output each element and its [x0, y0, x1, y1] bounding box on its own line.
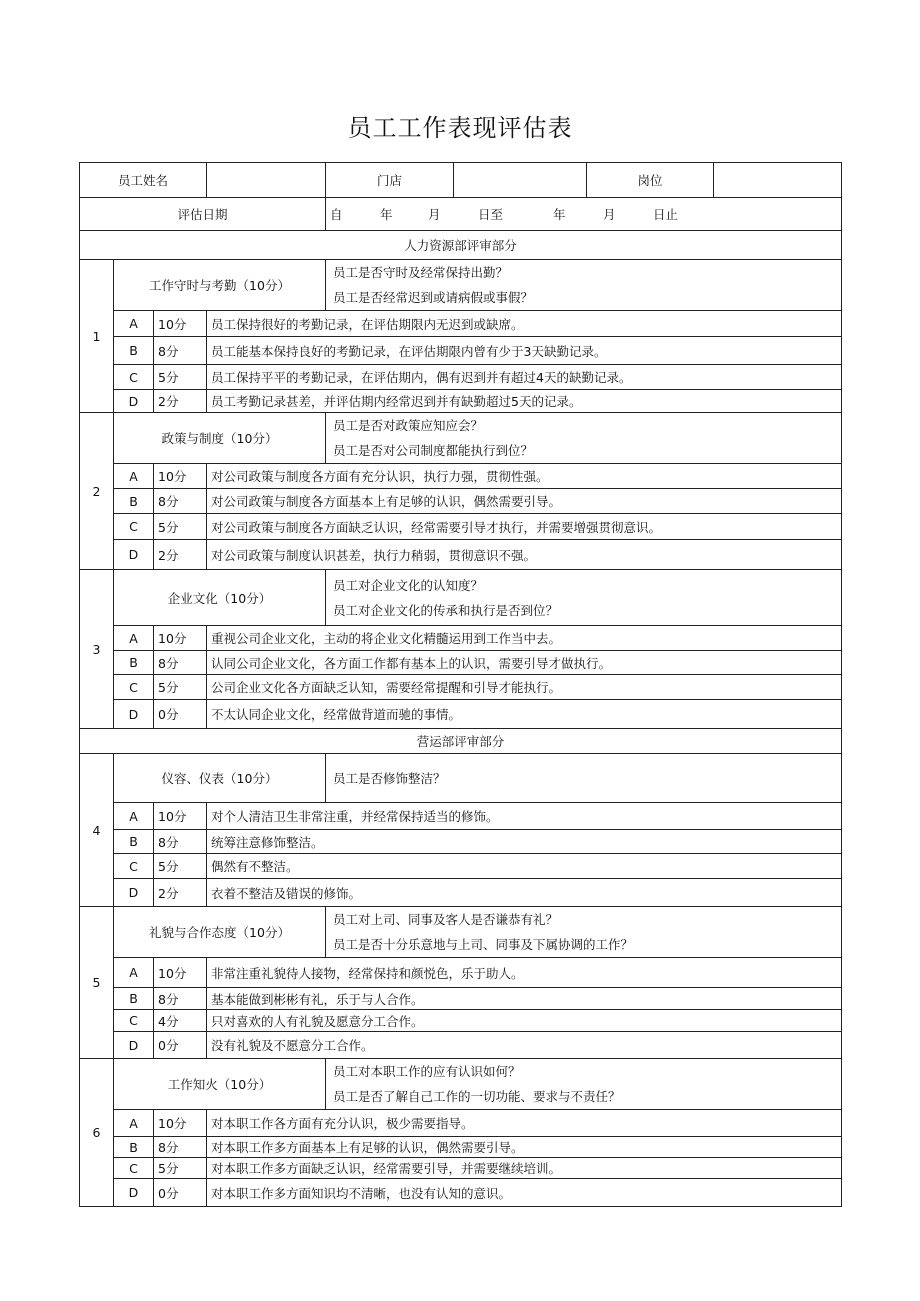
- evaluation-date-field[interactable]: [326, 198, 842, 231]
- option-score: 10分: [154, 626, 207, 651]
- option-row[interactable]: [80, 540, 842, 570]
- option-description: 对公司政策与制度各方面缺乏认识，经常需要引导才执行，并需要增强贯彻意识。: [207, 514, 842, 540]
- option-grade: A: [114, 464, 154, 489]
- option-grade: C: [114, 675, 154, 700]
- option-description: 对本职工作多方面缺乏认识，经常需要引导，并需要继续培训。: [207, 1158, 842, 1179]
- criterion-title: 政策与制度（10分）: [114, 413, 326, 464]
- question-text: 员工对本职工作的应有认识如何？: [333, 1064, 521, 1079]
- question-text: 员工对企业文化的传承和执行是否到位？: [333, 602, 559, 618]
- option-score: 8分: [154, 988, 207, 1010]
- option-score: 5分: [154, 1158, 207, 1179]
- option-row[interactable]: [80, 854, 842, 879]
- option-row[interactable]: [80, 803, 842, 830]
- question-text: 员工是否经常迟到或请病假或事假？: [333, 290, 534, 305]
- employee-name-label: 员工姓名: [80, 163, 207, 198]
- option-grade: A: [114, 626, 154, 651]
- option-grade: B: [114, 489, 154, 514]
- position-label: 岗位: [587, 163, 714, 198]
- option-grade: D: [114, 1032, 154, 1059]
- option-score: 8分: [154, 651, 207, 675]
- option-description: 没有礼貌及不愿意分工合作。: [207, 1032, 842, 1059]
- date-part-from: 自: [330, 207, 343, 222]
- option-grade: B: [114, 651, 154, 675]
- option-row[interactable]: [80, 1010, 842, 1032]
- section-hr-heading: 人力资源部评审部分: [80, 231, 842, 260]
- question-text: 员工是否了解自己工作的一切功能、要求与不责任？: [333, 1089, 621, 1104]
- section-ops-heading: 营运部评审部分: [80, 729, 842, 754]
- option-row[interactable]: [80, 514, 842, 540]
- option-description: 认同公司企业文化，各方面工作都有基本上的认识，需要引导才做执行。: [207, 651, 842, 675]
- option-score: 10分: [154, 803, 207, 830]
- option-description: 对公司政策与制度各方面基本上有足够的认识，偶然需要引导。: [207, 489, 842, 514]
- option-row[interactable]: [80, 675, 842, 700]
- option-grade: C: [114, 365, 154, 390]
- option-description: 员工考勤记录甚差，并评估期内经常迟到并有缺勤超过5天的记录。: [207, 390, 842, 413]
- option-row[interactable]: [80, 1137, 842, 1158]
- option-description: 非常注重礼貌待人接物，经常保持和颜悦色，乐于助人。: [207, 958, 842, 988]
- option-score: 4分: [154, 1010, 207, 1032]
- option-description: 对本职工作各方面有充分认识，极少需要指导。: [207, 1110, 842, 1137]
- option-grade: B: [114, 830, 154, 854]
- option-description: 员工保持平平的考勤记录，在评估期内，偶有迟到并有超过4天的缺勤记录。: [207, 365, 842, 390]
- store-label: 门店: [326, 163, 454, 198]
- option-grade: A: [114, 958, 154, 988]
- option-row[interactable]: [80, 626, 842, 651]
- date-part-year: 年: [380, 207, 393, 222]
- option-row[interactable]: [80, 1158, 842, 1179]
- option-row[interactable]: [80, 464, 842, 489]
- option-grade: D: [114, 1179, 154, 1207]
- date-part-month: 月: [428, 207, 441, 222]
- option-grade: D: [114, 540, 154, 570]
- option-score: 8分: [154, 830, 207, 854]
- page-title: 员工工作表现评估表: [347, 114, 573, 142]
- criterion-questions: [326, 260, 842, 311]
- item-number: 3: [80, 570, 114, 729]
- option-description: 公司企业文化各方面缺乏认知，需要经常提醒和引导才能执行。: [207, 675, 842, 700]
- option-grade: A: [114, 311, 154, 337]
- criterion-row: [80, 907, 842, 958]
- option-score: 0分: [154, 700, 207, 729]
- option-row[interactable]: [80, 365, 842, 390]
- option-description: 对本职工作多方面基本上有足够的认识，偶然需要引导。: [207, 1137, 842, 1158]
- option-grade: D: [114, 700, 154, 729]
- option-grade: C: [114, 1010, 154, 1032]
- question-text: 员工是否修饰整洁？: [333, 770, 446, 786]
- option-score: 2分: [154, 879, 207, 907]
- option-grade: B: [114, 337, 154, 365]
- criterion-row: [80, 754, 842, 803]
- item-number: 1: [80, 260, 114, 413]
- option-score: 8分: [154, 489, 207, 514]
- option-score: 8分: [154, 1137, 207, 1158]
- date-part-month-2: 月: [603, 207, 616, 222]
- option-description: 员工能基本保持良好的考勤记录，在评估期限内曾有少于3天缺勤记录。: [207, 337, 842, 365]
- option-grade: B: [114, 1137, 154, 1158]
- employee-name-field[interactable]: [207, 163, 326, 198]
- option-score: 8分: [154, 337, 207, 365]
- option-description: 对公司政策与制度各方面有充分认识，执行力强，贯彻性强。: [207, 464, 842, 489]
- option-description: 对公司政策与制度认识甚差，执行力稍弱，贯彻意识不强。: [207, 540, 842, 570]
- option-row[interactable]: [80, 830, 842, 854]
- date-part-day-end: 日止: [653, 207, 679, 222]
- option-description: 偶然有不整洁。: [207, 854, 842, 879]
- question-text: 员工是否对公司制度都能执行到位？: [333, 443, 534, 458]
- option-row[interactable]: [80, 879, 842, 907]
- option-description: 基本能做到彬彬有礼，乐于与人合作。: [207, 988, 842, 1010]
- option-score: 5分: [154, 675, 207, 700]
- option-row[interactable]: [80, 1032, 842, 1059]
- criterion-row: [80, 413, 842, 464]
- option-score: 10分: [154, 958, 207, 988]
- option-row[interactable]: [80, 489, 842, 514]
- criterion-row: [80, 260, 842, 311]
- option-score: 0分: [154, 1032, 207, 1059]
- criterion-questions: [326, 570, 842, 626]
- option-grade: A: [114, 1110, 154, 1137]
- option-row[interactable]: [80, 1179, 842, 1207]
- criterion-questions: [326, 1059, 842, 1110]
- option-row[interactable]: [80, 1110, 842, 1137]
- item-number: 6: [80, 1059, 114, 1207]
- option-description: 衣着不整洁及错误的修饰。: [207, 879, 842, 907]
- option-grade: C: [114, 854, 154, 879]
- option-description: 不太认同企业文化，经常做背道而驰的事情。: [207, 700, 842, 729]
- option-description: 对个人清洁卫生非常注重，并经常保持适当的修饰。: [207, 803, 842, 830]
- item-number: 2: [80, 413, 114, 570]
- option-grade: D: [114, 879, 154, 907]
- date-part-year-2: 年: [553, 207, 566, 222]
- option-description: 统筹注意修饰整洁。: [207, 830, 842, 854]
- evaluation-table: [79, 162, 842, 1207]
- option-score: 2分: [154, 390, 207, 413]
- criterion-row: [80, 570, 842, 626]
- option-row[interactable]: [80, 988, 842, 1010]
- criterion-title: 工作知火（10分）: [114, 1059, 326, 1110]
- option-description: 对本职工作多方面知识均不清晰，也没有认知的意识。: [207, 1179, 842, 1207]
- item-number: 4: [80, 754, 114, 907]
- option-description: 员工保持很好的考勤记录，在评估期限内无迟到或缺席。: [207, 311, 842, 337]
- option-score: 2分: [154, 540, 207, 570]
- criterion-title: 仪容、仪表（10分）: [114, 754, 326, 803]
- option-description: 重视公司企业文化，主动的将企业文化精髓运用到工作当中去。: [207, 626, 842, 651]
- criterion-row: [80, 1059, 842, 1110]
- option-score: 0分: [154, 1179, 207, 1207]
- date-part-day-to: 日至: [478, 207, 504, 222]
- option-row[interactable]: [80, 958, 842, 988]
- option-row[interactable]: [80, 311, 842, 337]
- option-score: 10分: [154, 311, 207, 337]
- criterion-title: 企业文化（10分）: [114, 570, 326, 626]
- item-number: 5: [80, 907, 114, 1059]
- option-grade: C: [114, 1158, 154, 1179]
- option-score: 5分: [154, 365, 207, 390]
- question-text: 员工是否对政策应知应会？: [333, 418, 484, 433]
- criterion-questions: [326, 907, 842, 958]
- option-row[interactable]: [80, 700, 842, 729]
- option-row[interactable]: [80, 390, 842, 413]
- store-field[interactable]: [454, 163, 587, 198]
- criterion-questions: [326, 413, 842, 464]
- question-text: 员工是否十分乐意地与上司、同事及下属协调的工作？: [333, 937, 634, 952]
- option-row[interactable]: [80, 337, 842, 365]
- option-description: 只对喜欢的人有礼貌及愿意分工合作。: [207, 1010, 842, 1032]
- criterion-title: 礼貌与合作态度（10分）: [114, 907, 326, 958]
- question-text: 员工对企业文化的认知度？: [333, 577, 484, 593]
- criterion-title: 工作守时与考勤（10分）: [114, 260, 326, 311]
- evaluation-date-label: 评估日期: [80, 198, 326, 231]
- option-grade: D: [114, 390, 154, 413]
- option-score: 5分: [154, 514, 207, 540]
- question-text: 员工是否守时及经常保持出勤？: [333, 265, 509, 280]
- option-score: 10分: [154, 464, 207, 489]
- option-row[interactable]: [80, 651, 842, 675]
- option-grade: B: [114, 988, 154, 1010]
- option-score: 5分: [154, 854, 207, 879]
- option-score: 10分: [154, 1110, 207, 1137]
- question-text: 员工对上司、同事及客人是否谦恭有礼？: [333, 912, 559, 927]
- option-grade: C: [114, 514, 154, 540]
- criterion-questions: [326, 754, 842, 803]
- option-grade: A: [114, 803, 154, 830]
- position-field[interactable]: [714, 163, 842, 198]
